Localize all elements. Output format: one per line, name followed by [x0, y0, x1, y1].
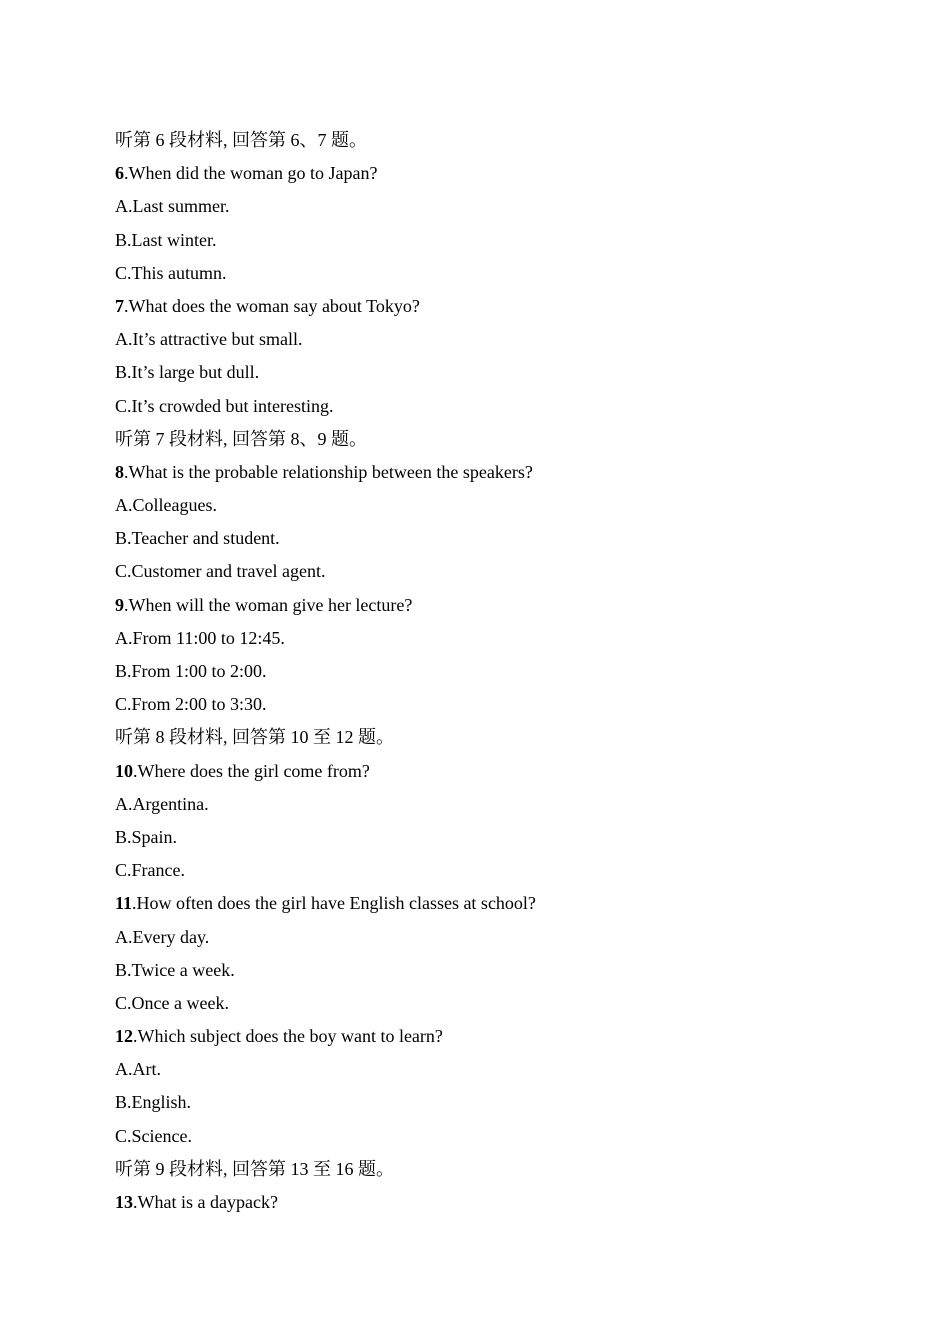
document-page: [115, 124, 875, 1219]
question-text: .What is a daypack?: [133, 1192, 278, 1212]
section-heading: 听第 6 段材料, 回答第 6、7 题。: [115, 130, 367, 150]
option-a: A.Argentina.: [115, 793, 209, 814]
option-b: B.It’s large but dull.: [115, 362, 260, 383]
question-number: 13: [115, 1192, 133, 1212]
question-number: 6: [115, 163, 124, 184]
option-b: B.Spain.: [115, 826, 178, 847]
question-text: .How often does the girl have English classes at school?: [132, 893, 536, 914]
question-9: [115, 589, 875, 622]
option-c: C.This autumn.: [115, 262, 227, 283]
question-10: [115, 755, 875, 788]
option-b: B.English.: [115, 1092, 192, 1113]
question-number: 12: [115, 1026, 133, 1047]
question-6: [115, 157, 875, 190]
question-12: [115, 1020, 875, 1053]
question-text: .Where does the girl come from?: [133, 760, 370, 781]
option-a: A.Art.: [115, 1059, 161, 1080]
option-c: C.From 2:00 to 3:30.: [115, 694, 267, 715]
question-text: .When will the woman give her lecture?: [124, 594, 413, 615]
question-number: 10: [115, 760, 133, 781]
question-7: [115, 290, 875, 323]
option-a: A.Every day.: [115, 926, 210, 947]
question-8: [115, 456, 875, 489]
option-a: A.It’s attractive but small.: [115, 329, 303, 350]
question-number: 11: [115, 893, 133, 914]
question-text: .What is the probable relationship between the speakers?: [124, 461, 533, 482]
option-c: C.Once a week.: [115, 992, 229, 1013]
section-heading: 听第 7 段材料, 回答第 8、9 题。: [115, 428, 367, 449]
option-b: B.Last winter.: [115, 229, 217, 250]
question-11: [115, 887, 875, 920]
option-c: C.It’s crowded but interesting.: [115, 395, 334, 416]
option-c: C.France.: [115, 860, 185, 881]
option-b: B.Twice a week.: [115, 959, 235, 980]
option-a: A.Last summer.: [115, 196, 230, 217]
question-text: .Which subject does the boy want to learn?: [133, 1026, 443, 1047]
option-a: A.Colleagues.: [115, 495, 217, 516]
option-a: A.From 11:00 to 12:45.: [115, 627, 285, 648]
question-text: .What does the woman say about Tokyo?: [124, 295, 420, 316]
section-heading: 听第 9 段材料, 回答第 13 至 16 题。: [115, 1158, 394, 1179]
option-b: B.From 1:00 to 2:00.: [115, 661, 267, 681]
option-b: B.Teacher and student.: [115, 528, 280, 549]
question-text: .When did the woman go to Japan?: [124, 163, 378, 184]
question-number: 8: [115, 461, 124, 482]
question-13: [115, 1186, 875, 1219]
option-c: C.Customer and travel agent.: [115, 561, 326, 582]
section-heading: 听第 8 段材料, 回答第 10 至 12 题。: [115, 727, 394, 748]
question-number: 9: [115, 594, 124, 615]
question-number: 7: [115, 295, 124, 316]
option-c: C.Science.: [115, 1125, 192, 1146]
